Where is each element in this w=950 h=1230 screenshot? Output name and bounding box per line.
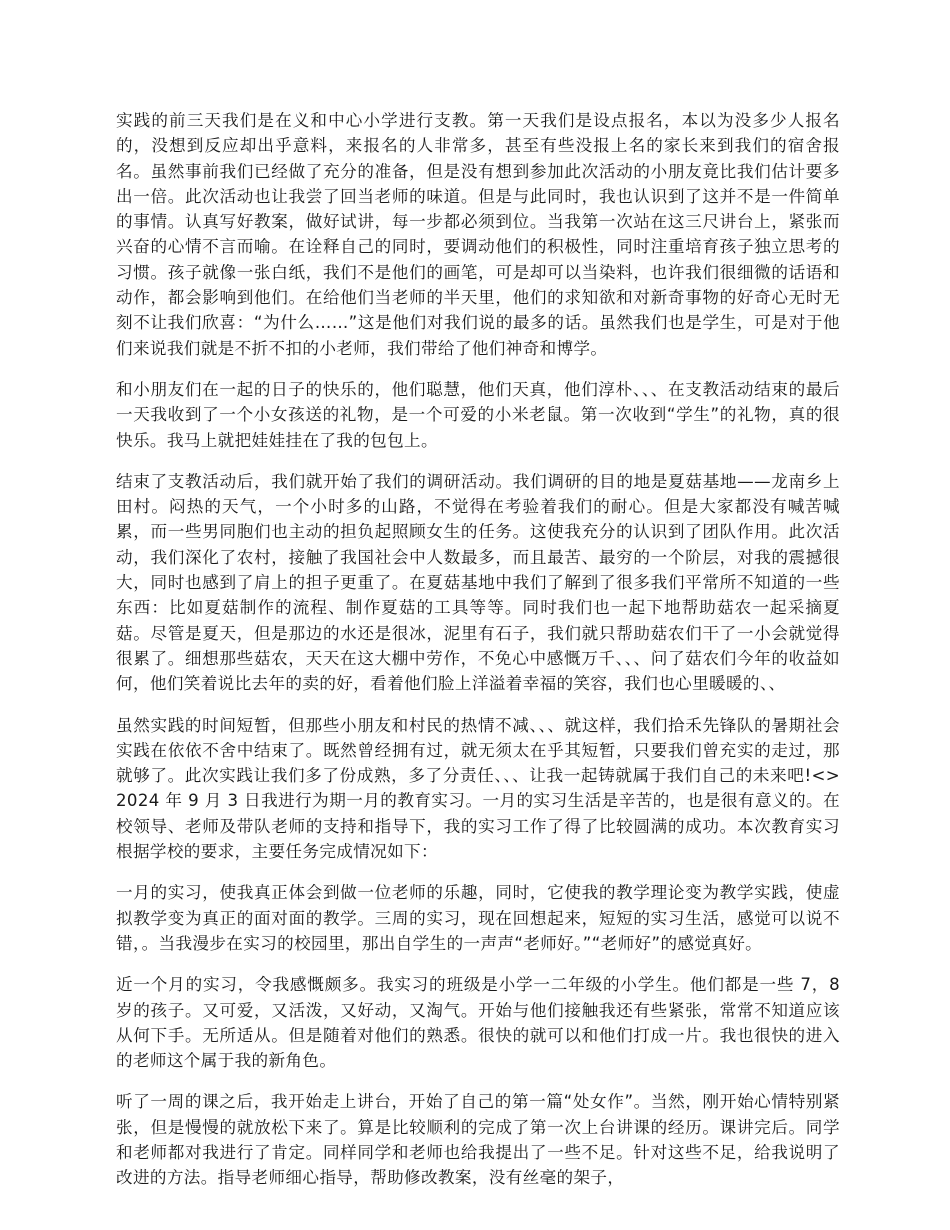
paragraph-first-lesson: 听了一周的课之后，我开始走上讲台，开始了自己的第一篇“处女作”。当然，刚开始心情特别紧张，但是慢慢的就放松下来了。算是比较顺利的完成了第一次上台讲课的经历。课讲完后。同学和老师都对我进行了肯定。同样同学和老师也给我提出了一些不足。针对这些不足，给我说明了改进的方法。指导老师细心指导，帮助修改教案，没有丝毫的架子， <box>116 1092 840 1188</box>
paragraph-internship-month: 一月的实习，使我真正体会到做一位老师的乐趣，同时，它使我的教学理论变为教学实践，使虚拟教学变为真正的面对面的教学。三周的实习，现在回想起来，短短的实习生活，感觉可以说不错，。当我漫步在实习的校园里，那出自学生的一声声“老师好。”“老师好”的感觉真好。 <box>116 883 840 953</box>
paragraph-support-teaching: 实践的前三天我们是在义和中心小学进行支教。第一天我们是设点报名，本以为没多少人报名的，没想到反应却出乎意料，来报名的人非常多，甚至有些没报上名的家长来到我们的宿舍报名。虽然事前我们已经做了充分的准备，但是没有想到参加此次活动的小朋友竟比我们估计要多出一倍。此次活动也让我尝了回当老师的味道。但是与此同时，我也认识到了这并不是一件简单的事情。认真写好教案，做好试讲，每一步都必须到位。当我第一次站在这三尺讲台上，紧张而兴奋的心情不言而喻。在诠释自己的同时，要调动他们的积极性，同时注重培育孩子独立思考的习惯。孩子就像一张白纸，我们不是他们的画笔，可是却可以当染料，也许我们很细微的话语和动作，都会影响到他们。在给他们当老师的半天里，他们的求知欲和对新奇事物的好奇心无时无刻不让我们欣喜：“为什么……”这是他们对我们说的最多的话。虽然我们也是学生，可是对于他们来说我们就是不折不扣的小老师，我们带给了他们神奇和博学。 <box>116 111 840 358</box>
paragraph-mushroom-research: 结束了支教活动后，我们就开始了我们的调研活动。我们调研的目的地是夏菇基地——龙南乡上田村。闷热的天气，一个小时多的山路，不觉得在考验着我们的耐心。但是大家都没有喊苦喊累，而一些男同胞们也主动的担负起照顾女生的任务。这使我充分的认识到了团队作用。此次活动，我们深化了农村，接触了我国社会中人数最多，而且最苦、最穷的一个阶层，对我的震撼很大，同时也感到了肩上的担子更重了。在夏菇基地中我们了解到了很多我们平常所不知道的一些东西：比如夏菇制作的流程、制作夏菇的工具等等。同时我们也一起下地帮助菇农一起采摘夏菇。尽管是夏天，但是那边的水还是很冰，泥里有石子，我们就只帮助菇农们干了一小会就觉得很累了。细想那些菇农，天天在这大棚中劳作，不免心中感慨万千、、、问了菇农们今年的收益如何，他们笑着说比去年的卖的好，看着他们脸上洋溢着幸福的笑容，我们也心里暖暖的、、 <box>116 471 840 694</box>
paragraph-practice-end: 虽然实践的时间短暂，但那些小朋友和村民的热情不减、、、就这样，我们拾禾先锋队的暑期社会实践在依依不舍中结束了。既然曾经拥有过，就无须太在乎其短暂，只要我们曾充实的走过，那就够了。此次实践让我们多了份成熟，多了分责任、、、让我一起铸就属于我们自己的未来吧!<>2024 年 9 月 3 日我进行为期一月的教育实习。一月的实习生活是辛苦的，也是很有意义的。在校领导、老师及带队老师的支持和指导下，我的实习工作了得了比较圆满的成功。本次教育实习根据学校的要求，主要任务完成情况如下： <box>116 715 840 862</box>
paragraph-gift: 和小朋友们在一起的日子的快乐的，他们聪慧，他们天真，他们淳朴、、、在支教活动结束的最后一天我收到了一个小女孩送的礼物，是一个可爱的小米老鼠。第一次收到“学生”的礼物，真的很快乐。我马上就把娃娃挂在了我的包包上。 <box>116 379 840 450</box>
paragraph-class-students: 近一个月的实习，令我感慨颇多。我实习的班级是小学一二年级的小学生。他们都是一些 7，8 岁的孩子。又可爱，又活泼，又好动，又淘气。开始与他们接触我还有些紧张，常常不知道应该从何下手。无所适从。但是随着对他们的熟悉。很快的就可以和他们打成一片。我也很快的进入的老师这个属于我的新角色。 <box>116 975 840 1071</box>
document-body <box>116 108 840 1207</box>
